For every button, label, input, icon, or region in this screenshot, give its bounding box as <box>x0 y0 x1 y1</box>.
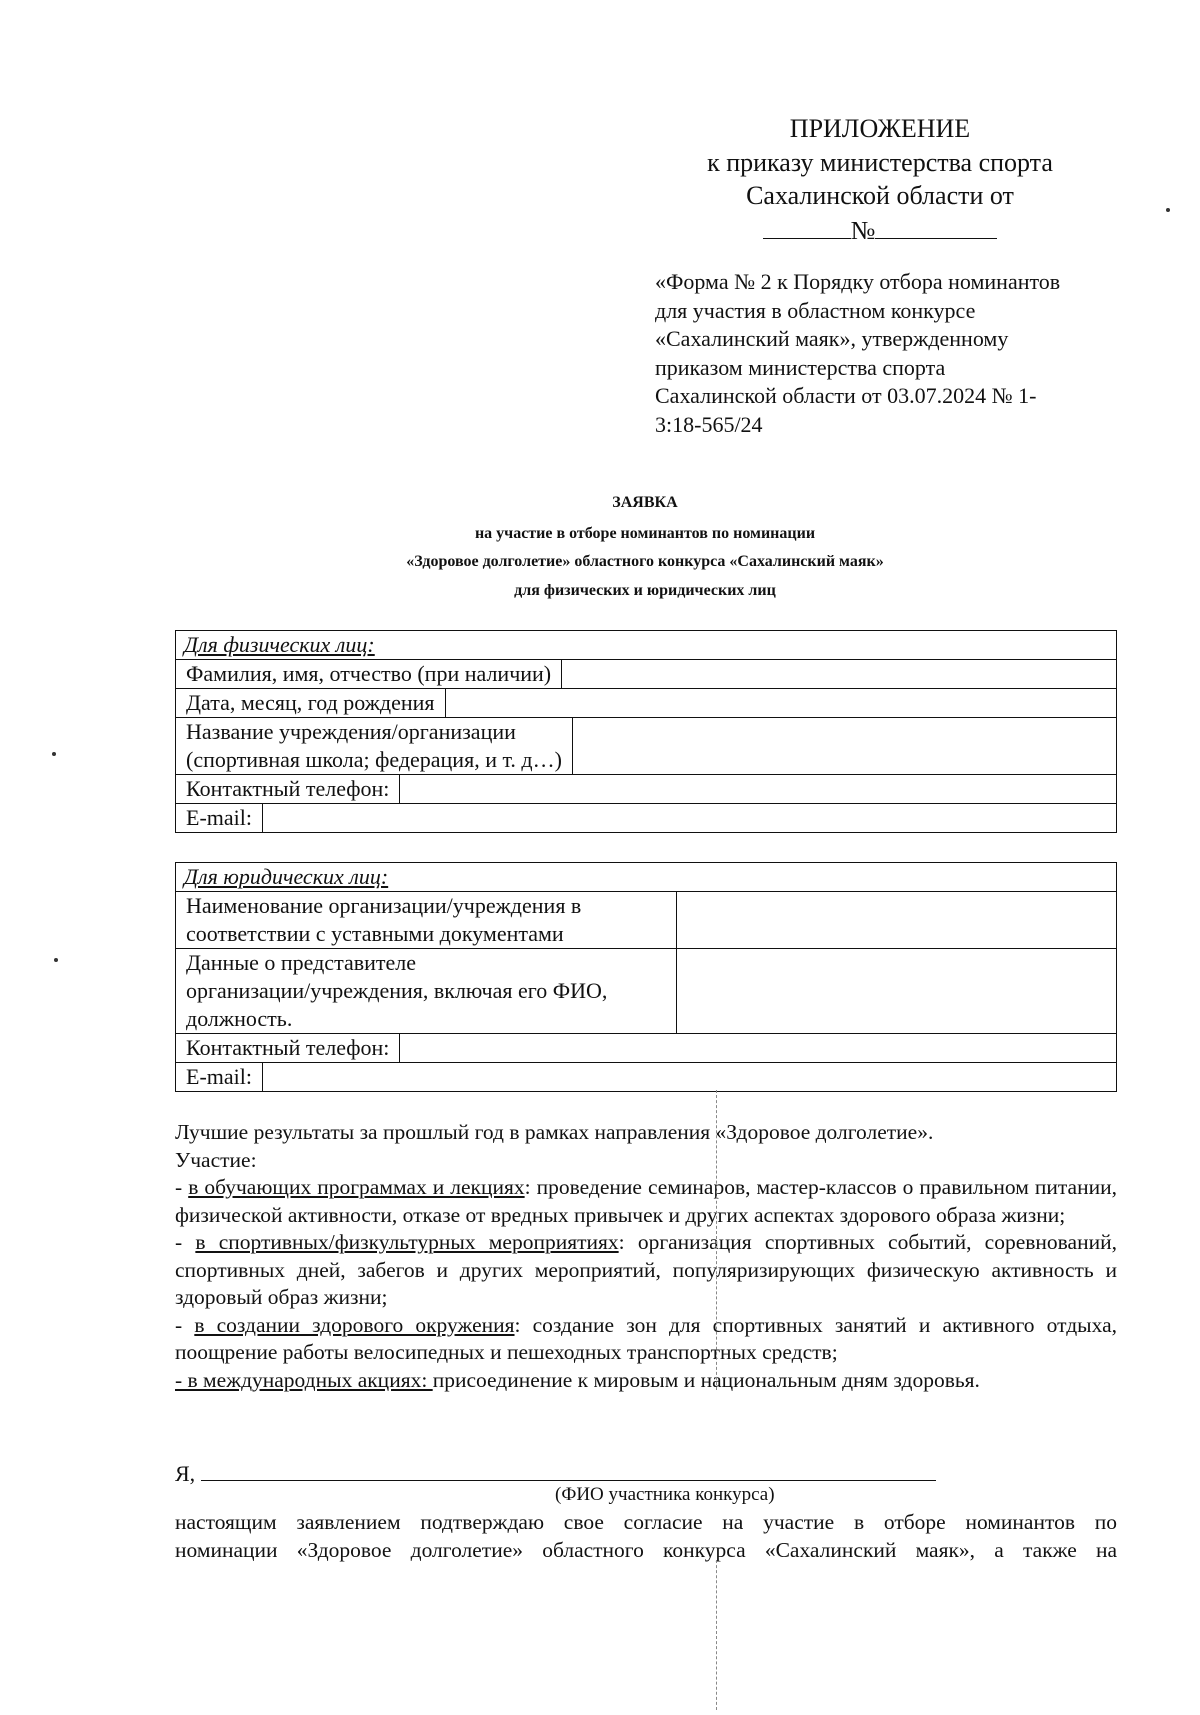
legal-entities-table <box>175 862 1117 1092</box>
heading-subtitle: для физических и юридических лиц <box>514 582 776 599</box>
org-name-field[interactable] <box>677 892 1116 948</box>
form-reference-line: «Форма № 2 к Порядку отбора номинантов <box>655 269 1061 294</box>
table-row <box>176 1034 1116 1062</box>
list-item <box>175 1367 1117 1395</box>
number-sign: № <box>850 216 876 245</box>
fold-line <box>716 1560 717 1710</box>
email-label: E-mail: <box>176 804 263 832</box>
legal-email-field[interactable] <box>263 1063 1116 1091</box>
participation-label: Участие: <box>175 1147 257 1172</box>
scan-speck <box>54 958 58 962</box>
item-text: присоединение к мировым и национальным дням здоровья. <box>432 1367 980 1392</box>
phone-label: Контактный телефон: <box>176 775 400 803</box>
heading-line-2: «Здоровое долголетие» областного конкурса «Сахалинский маяк» <box>406 553 884 570</box>
item-separator: : <box>514 1312 533 1337</box>
form-reference <box>655 268 1125 439</box>
signature-caption: (ФИО участника конкурса) <box>555 1484 775 1505</box>
birth-date-field[interactable] <box>446 689 1116 717</box>
appendix-line-2: Сахалинской области от <box>746 181 1014 210</box>
list-item <box>175 1174 1117 1229</box>
item-title: - в международных акциях: <box>175 1367 433 1392</box>
table-row <box>176 804 1116 832</box>
item-title: в обучающих программах и лекциях <box>188 1175 525 1199</box>
item-text: организация спортивных событий, соревнований, спортивных дней, забегов и других мероприятий, популяризирующих физическую активность и здоровый образ жизни; <box>175 1230 1117 1309</box>
appendix-number-line <box>640 212 1120 247</box>
application-title: ЗАЯВКА <box>612 494 678 511</box>
signature-prefix: Я, <box>175 1461 196 1486</box>
form-reference-line: Сахалинской области от 03.07.2024 № 1- <box>655 383 1037 408</box>
full-name-label: Фамилия, имя, отчество (при наличии) <box>176 660 562 688</box>
table-row <box>176 689 1116 717</box>
item-prefix: - <box>175 1312 195 1337</box>
full-name-field[interactable] <box>562 660 1116 688</box>
participant-name-field[interactable] <box>201 1456 936 1481</box>
legal-section-title: Для юридических лиц: <box>176 863 1117 892</box>
item-title: в спортивных/физкультурных мероприятиях <box>195 1230 619 1254</box>
results-section <box>175 1119 1117 1394</box>
phone-field[interactable] <box>400 775 1116 803</box>
consent-text-line: номинации «Здоровое долголетие» областного конкурса «Сахалинский маяк», а также на <box>175 1538 1117 1562</box>
representative-label-line: Данные о представителе <box>186 950 417 975</box>
date-blank <box>763 212 851 239</box>
results-intro: Лучшие результаты за прошлый год в рамках направления «Здоровое долголетие». <box>175 1120 934 1144</box>
org-name-label-line: соответствии с уставными документами <box>186 921 564 946</box>
item-separator: : <box>618 1230 638 1254</box>
signature-line <box>175 1456 1117 1487</box>
org-name-label <box>176 892 677 948</box>
form-reference-line: «Сахалинский маяк», утвержденному <box>655 326 1009 351</box>
item-text: создание зон для спортивных занятий и активного отдыха, поощрение работы велосипедных и пешеходных транспортных средств; <box>175 1312 1117 1364</box>
item-separator: : <box>524 1175 537 1199</box>
item-title: в создании здорового окружения <box>194 1312 515 1337</box>
institution-field[interactable] <box>573 718 1116 774</box>
table-row <box>176 718 1116 774</box>
institution-label-line: Название учреждения/организации <box>186 719 516 744</box>
fold-line <box>716 1090 717 1390</box>
list-item <box>175 1229 1117 1312</box>
representative-label-line: должность. <box>186 1006 293 1031</box>
item-text: проведение семинаров, мастер-классов о правильном питании, физической активности, отказе от вредных привычек и других аспектах здорового образа жизни; <box>175 1175 1117 1227</box>
table-row <box>176 892 1116 948</box>
table-row <box>176 949 1116 1033</box>
form-reference-line: 3:18-565/24 <box>655 411 763 437</box>
birth-date-label: Дата, месяц, год рождения <box>176 689 446 717</box>
org-name-label-line: Наименование организации/учреждения в <box>186 893 582 918</box>
scan-speck <box>52 752 56 756</box>
individuals-table <box>175 630 1117 833</box>
scan-speck <box>1166 208 1170 212</box>
individuals-section-title: Для физических лиц: <box>176 631 1117 660</box>
table-row <box>176 660 1116 688</box>
institution-label-line: (спортивная школа; федерация, и т. д…) <box>186 747 562 772</box>
table-row <box>176 775 1116 803</box>
consent-text <box>175 1508 1117 1564</box>
heading-line-1: на участие в отборе номинантов по номинации <box>474 525 816 542</box>
form-reference-line: приказом министерства спорта <box>655 354 946 380</box>
representative-field[interactable] <box>677 949 1116 1033</box>
table-row <box>176 1063 1116 1091</box>
appendix-line-1: к приказу министерства спорта <box>707 148 1053 177</box>
legal-phone-field[interactable] <box>400 1034 1116 1062</box>
form-reference-line: для участия в областном конкурсе <box>655 297 976 323</box>
legal-phone-label: Контактный телефон: <box>176 1034 400 1062</box>
list-item <box>175 1312 1117 1367</box>
item-prefix: - <box>175 1230 196 1254</box>
representative-label <box>176 949 677 1033</box>
consent-text-line: настоящим заявлением подтверждаю свое согласие на участие в отборе номинантов по <box>175 1510 1117 1534</box>
email-field[interactable] <box>263 804 1116 832</box>
legal-email-label: E-mail: <box>176 1063 263 1091</box>
number-blank <box>875 212 997 239</box>
representative-label-line: организации/учреждения, включая его ФИО, <box>186 978 608 1003</box>
appendix-title: ПРИЛОЖЕНИЕ <box>789 114 971 143</box>
item-prefix: - <box>175 1175 189 1199</box>
institution-label <box>176 718 573 774</box>
